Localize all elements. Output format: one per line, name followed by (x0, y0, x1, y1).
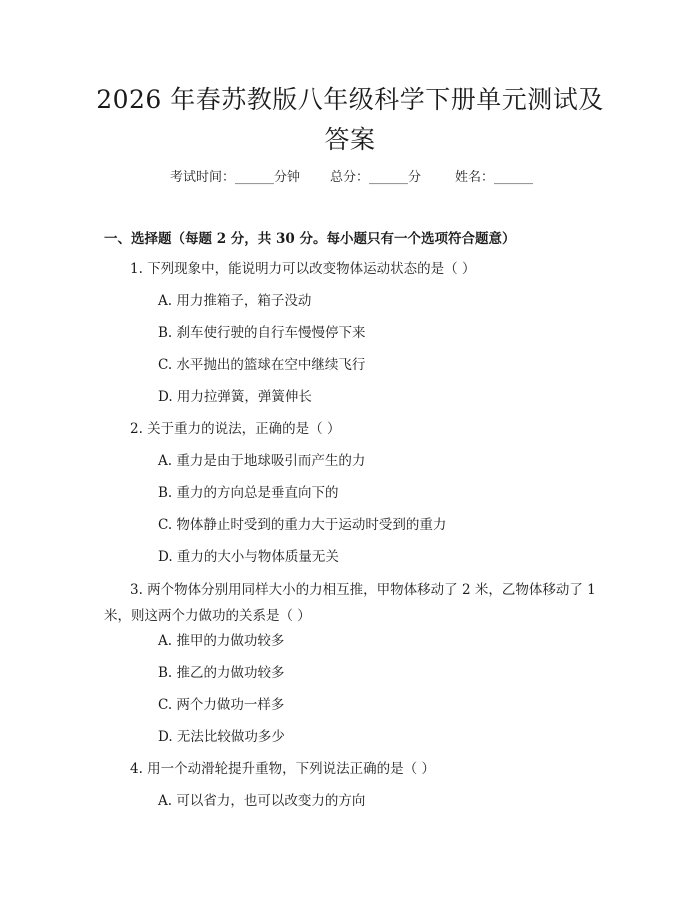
question-2-option-c: C. 物体静止时受到的重力大于运动时受到的重力 (158, 517, 447, 533)
question-2-option-b: B. 重力的方向总是垂直向下的 (158, 485, 339, 501)
question-3-option-b: B. 推乙的力做功较多 (158, 665, 285, 681)
question-2-stem: 2. 关于重力的说法，正确的是（ ） (130, 421, 341, 437)
exam-time-field: 考试时间：______分钟 (170, 170, 301, 185)
question-1-option-d: D. 用力拉弹簧，弹簧伸长 (158, 389, 312, 405)
question-1-option-c: C. 水平抛出的篮球在空中继续飞行 (158, 357, 366, 373)
question-4-option-a: A. 可以省力，也可以改变力的方向 (158, 793, 366, 809)
page-title: 2026 年春苏教版八年级科学下册单元测试及答案 (96, 85, 604, 154)
question-3-option-a: A. 推甲的力做功较多 (158, 633, 285, 649)
question-2-option-d: D. 重力的大小与物体质量无关 (158, 549, 339, 565)
question-4-stem: 4. 用一个动滑轮提升重物，下列说法正确的是（ ） (130, 761, 435, 777)
total-score-field: 总分：______分 (330, 170, 422, 185)
question-2-option-a: A. 重力是由于地球吸引而产生的力 (158, 453, 366, 469)
question-1-option-a: A. 用力推箱子，箱子没动 (158, 293, 312, 309)
question-3-stem: 3. 两个物体分别用同样大小的力相互推，甲物体移动了 2 米，乙物体移动了 1 米，则这两个力做功的关系是（ ） (104, 582, 596, 624)
question-1-stem: 1. 下列现象中，能说明力可以改变物体运动状态的是（ ） (130, 261, 476, 277)
student-name-field: 姓名：______ (455, 170, 534, 185)
section-heading-multiple-choice: 一、选择题（每题 2 分，共 30 分。每小题只有一个选项符合题意） (104, 231, 516, 247)
question-3-option-d: D. 无法比较做功多少 (158, 729, 285, 745)
question-1-option-b: B. 刹车使行驶的自行车慢慢停下来 (158, 325, 366, 341)
question-3-option-c: C. 两个力做功一样多 (158, 697, 285, 713)
